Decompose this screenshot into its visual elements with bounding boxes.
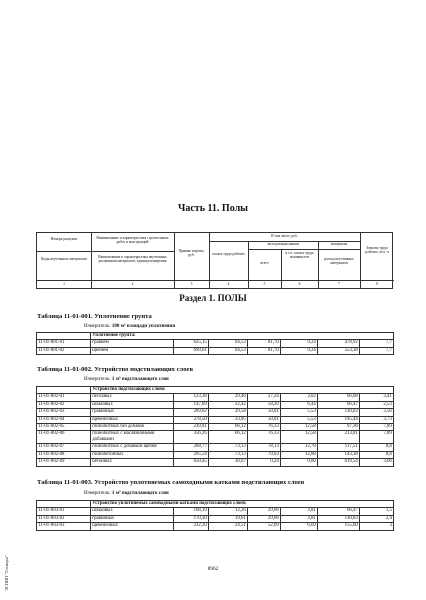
header-material-description: Наименование и характеристика неучтенных расценками материалов, единица измерения	[98, 255, 167, 264]
work-name: гравием	[91, 340, 174, 347]
direct-cost: 239,81	[174, 423, 209, 430]
header-labor-pay: оплата труда рабочих	[212, 252, 245, 256]
column-number: 6	[298, 282, 301, 286]
meter-label: Измеритель:	[84, 324, 111, 329]
work-name: шлаковых	[91, 401, 174, 408]
work-name: щебнем	[91, 347, 174, 354]
labor-hours: 3,66	[360, 459, 394, 466]
labor-cost: 73,13	[209, 444, 248, 451]
labor-cost: 12,26	[209, 508, 248, 515]
work-name: глинобетонных	[91, 451, 174, 458]
rate-code: 11-01-002-03	[37, 409, 91, 416]
table-row	[37, 423, 394, 430]
operator-cost: 3,02	[281, 394, 318, 401]
materials-cost: 130,03	[318, 409, 360, 416]
labor-cost: 22,42	[209, 401, 248, 408]
machine-cost: 0,24	[248, 459, 281, 466]
column-number: 1	[63, 282, 65, 286]
column-number: 5	[263, 282, 266, 286]
labor-hours: 7,7	[360, 347, 394, 354]
direct-cost: 108,39	[174, 508, 209, 515]
table-row	[37, 347, 394, 354]
machine-cost: 27,24	[248, 394, 281, 401]
work-name: щебеночных	[91, 523, 174, 530]
part-title: Часть 11. Полы	[178, 203, 248, 214]
table-subheader: Устройство подстилающих слоев:	[91, 387, 394, 394]
rates-table-11-01-002	[36, 386, 394, 467]
labor-cost: 30,67	[209, 459, 248, 466]
table-row	[37, 451, 394, 458]
header-direct-costs: Прямые затраты, руб.	[178, 249, 205, 258]
operator-cost: 5,53	[281, 409, 318, 416]
side-note: ЭСНИП "Госнорм"	[4, 555, 9, 591]
labor-cost: 66,12	[209, 423, 248, 430]
labor-cost: 29,58	[209, 409, 248, 416]
header-machines-group: эксплуатация машин	[267, 242, 299, 246]
labor-cost: 66,12	[209, 431, 248, 444]
direct-cost: 147,09	[174, 401, 209, 408]
rate-code: 11-01-001-01	[37, 340, 91, 347]
work-name: щебеночных	[91, 416, 174, 423]
table-title: Таблица 11-01-002. Устройство подстилающих слоев	[37, 366, 194, 373]
rate-code: 11-01-002-04	[37, 416, 91, 423]
machine-cost: 81,70	[248, 340, 281, 347]
work-name: шлаковых	[91, 508, 174, 515]
materials-cost: 143,38	[318, 451, 360, 458]
rate-code: 11-01-003-01	[37, 508, 91, 515]
header-work-description: Наименование и характеристика строительных работ и конструкций	[96, 236, 169, 245]
section-title: Раздел 1. ПОЛЫ	[179, 293, 247, 303]
work-name: гравийных	[91, 515, 174, 522]
labor-hours: 7,89	[360, 431, 394, 444]
machine-cost: 79,03	[248, 451, 281, 458]
table-subheader-row	[37, 333, 394, 340]
direct-cost: 356,26	[174, 431, 209, 444]
table-subheader: Устройство уплотняемых самоходными катками подстилающих слоев:	[91, 501, 394, 508]
table-row	[37, 523, 394, 530]
operator-cost: 3,81	[281, 508, 318, 515]
labor-cost: 64,53	[209, 340, 248, 347]
table-row	[37, 394, 394, 401]
rate-code: 11-01-002-07	[37, 444, 91, 451]
rates-table-11-01-003	[36, 500, 394, 531]
work-name: бетонных	[91, 459, 174, 466]
table-row	[37, 508, 394, 515]
table-row	[37, 459, 394, 466]
labor-hours: 3,73	[360, 416, 394, 423]
operator-cost: 12,78	[281, 444, 318, 451]
materials-cost: 117,51	[318, 444, 360, 451]
header-materials-consumption: расход неучтенных материалов	[324, 257, 354, 266]
machine-cost: 50,01	[248, 409, 281, 416]
direct-cost: 232,20	[174, 523, 209, 530]
header-including-group: В том числе, руб.	[271, 234, 298, 238]
materials-cost: 195,44	[318, 416, 360, 423]
work-name: глинобитных без добавок	[91, 423, 174, 430]
table-title: Таблица 11-01-003. Устройство уплотняемых самоходными катками подстилающих слоев	[37, 479, 305, 486]
labor-cost: 33,05	[209, 416, 248, 423]
header-rate-numbers: Номера расценок	[50, 237, 78, 241]
machine-cost: 81,70	[248, 347, 281, 354]
machine-cost: 29,66	[248, 508, 281, 515]
labor-hours: 7,89	[360, 423, 394, 430]
meter-label: Измеритель:	[84, 377, 111, 382]
direct-cost: 268,77	[174, 444, 209, 451]
meter-value: 100 м² площади уплотнения	[111, 324, 176, 329]
labor-cost: 19,61	[209, 515, 248, 522]
materials-cost: 66,68	[318, 394, 360, 401]
work-name: глинобитных с масляничными добавками	[91, 431, 174, 444]
rate-code: 11-01-003-02	[37, 515, 91, 522]
machine-cost: 29,66	[248, 515, 281, 522]
column-number: 8	[376, 282, 378, 286]
table-row	[37, 431, 394, 444]
meter-value: 1 м³ подстилающего слоя	[111, 491, 169, 496]
rates-table-11-01-001	[36, 332, 394, 355]
direct-cost: 170,30	[174, 515, 209, 522]
labor-hours: 8,8	[360, 451, 394, 458]
rate-code: 11-01-002-05	[37, 423, 91, 430]
operator-cost: 9,24	[281, 347, 318, 354]
meter-label: Измеритель:	[84, 491, 111, 496]
column-number: 7	[338, 282, 340, 286]
table-row	[37, 340, 394, 347]
operator-cost: 12,58	[281, 431, 318, 444]
direct-cost: 625,15	[174, 340, 209, 347]
table-row	[37, 416, 394, 423]
table-row	[37, 409, 394, 416]
column-number: 3	[190, 282, 193, 286]
operator-cost: 12,88	[281, 451, 318, 458]
operator-cost: 9,24	[281, 340, 318, 347]
header-operators-pay: в т.ч. оплата труда машинистов	[285, 251, 314, 260]
rate-code: 11-01-001-02	[37, 347, 91, 354]
column-header-table	[36, 232, 393, 289]
labor-hours: 2,53	[360, 401, 394, 408]
work-name: песчаных	[91, 394, 174, 401]
labor-hours: 3,41	[360, 394, 394, 401]
operator-cost: 6,44	[281, 401, 318, 408]
table-row	[37, 401, 394, 408]
machine-cost: 76,33	[248, 423, 281, 430]
machine-cost: 76,33	[248, 431, 281, 444]
labor-hours: 2,4	[360, 515, 394, 522]
header-machines-total: всего	[260, 261, 269, 265]
header-labor-hours: Затраты труда рабочих, чел.-ч	[365, 246, 389, 255]
operator-cost: 6,69	[281, 523, 318, 530]
table-subheader: Уплотнение грунта:	[91, 333, 394, 340]
table-row	[37, 515, 394, 522]
column-number: 4	[227, 282, 230, 286]
labor-hours: 1,5	[360, 508, 394, 515]
materials-cost: 155,60	[318, 523, 360, 530]
table-row	[37, 444, 394, 451]
operator-cost: 12,58	[281, 423, 318, 430]
labor-hours: 8,8	[360, 444, 394, 451]
rate-code: 11-01-002-01	[37, 394, 91, 401]
materials-cost: 97,36	[318, 423, 360, 430]
operator-cost: 5,53	[281, 416, 318, 423]
labor-cost: 29,46	[209, 394, 248, 401]
direct-cost: 278,50	[174, 416, 209, 423]
machine-cost: 58,20	[248, 401, 281, 408]
direct-cost: 123,38	[174, 394, 209, 401]
table-meter	[84, 377, 169, 382]
materials-cost: 213,81	[318, 431, 360, 444]
meter-value: 1 м³ подстилающего слоя	[111, 377, 169, 382]
materials-cost: 619,54	[318, 459, 360, 466]
table-title: Таблица 11-01-001. Уплотнение грунта	[37, 313, 152, 320]
operator-cost: 0,00	[281, 459, 318, 466]
materials-cost: 130,03	[318, 515, 360, 522]
rate-code: 11-01-002-02	[37, 401, 91, 408]
materials-cost: 478,92	[318, 340, 360, 347]
labor-hours: 3	[360, 523, 394, 530]
machine-cost: 50,01	[248, 416, 281, 423]
direct-cost: 295,54	[174, 451, 209, 458]
direct-cost: 699,61	[174, 347, 209, 354]
labor-cost: 24,51	[209, 523, 248, 530]
materials-cost: 66,47	[318, 401, 360, 408]
direct-cost: 650,45	[174, 459, 209, 466]
labor-cost: 73,13	[209, 451, 248, 458]
header-materials-group: материалы	[330, 242, 348, 246]
direct-cost: 209,62	[174, 409, 209, 416]
table-subheader-row	[37, 387, 394, 394]
column-number: 2	[131, 282, 134, 286]
table-meter	[84, 324, 175, 329]
rate-code: 11-01-002-06	[37, 431, 91, 444]
table-meter	[84, 491, 169, 496]
page-number: 8962	[207, 566, 219, 572]
labor-hours: 7,7	[360, 340, 394, 347]
rate-code: 11-01-002-09	[37, 459, 91, 466]
operator-cost: 3,81	[281, 515, 318, 522]
rate-code: 11-01-002-08	[37, 451, 91, 458]
table-subheader-row	[37, 501, 394, 508]
rate-code: 11-01-003-03	[37, 523, 91, 530]
work-name: глинобитных с добавкой щебня	[91, 444, 174, 451]
header-material-codes: Коды неучтенных материалов	[41, 257, 87, 261]
machine-cost: 52,09	[248, 523, 281, 530]
labor-hours: 3,56	[360, 409, 394, 416]
materials-cost: 66,47	[318, 508, 360, 515]
materials-cost: 553,38	[318, 347, 360, 354]
machine-cost: 78,13	[248, 444, 281, 451]
work-name: гравийных	[91, 409, 174, 416]
labor-cost: 64,53	[209, 347, 248, 354]
